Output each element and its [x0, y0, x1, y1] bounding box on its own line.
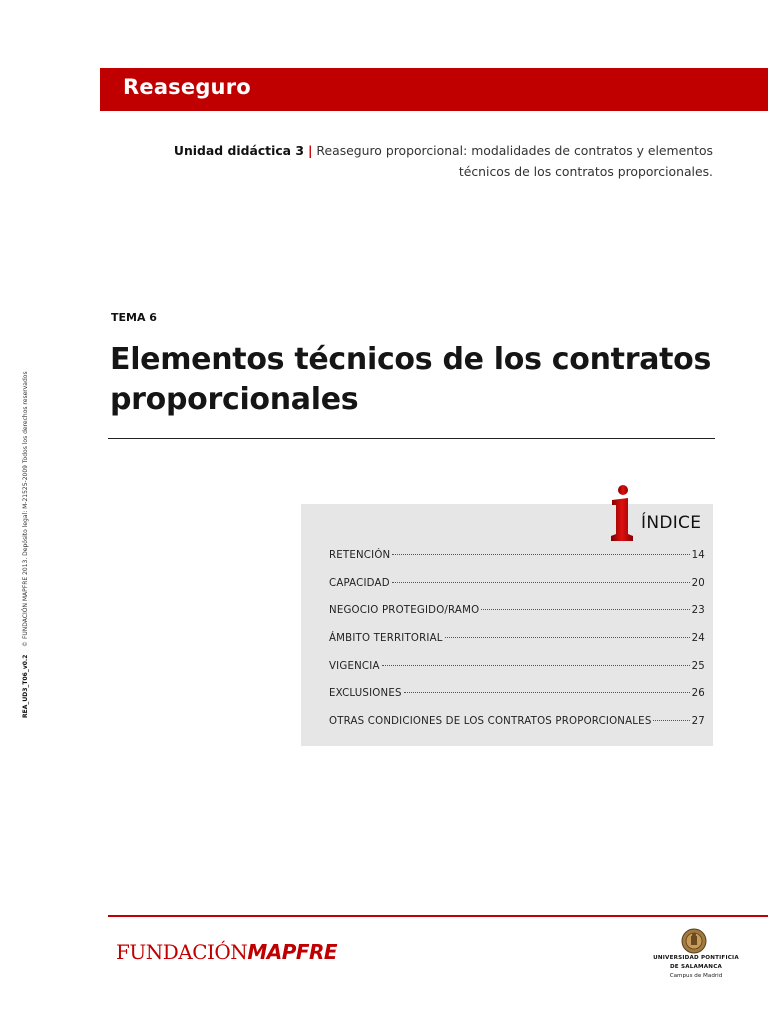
university-name-line-1: UNIVERSIDAD PONTIFICIA	[653, 955, 739, 961]
toc-leader-dots	[445, 637, 690, 638]
side-legal-note	[22, 371, 29, 718]
document-code: REA_UD3_T06_v0.2	[22, 654, 29, 718]
logo-mapfre-text: MAPFRE	[247, 940, 338, 964]
copyright-text: © FUNDACIÓN MAPFRE 2013. Depósito legal: M-21525-2009 Todos los derechos reservados	[22, 371, 29, 647]
toc-page-number: 26	[691, 688, 705, 700]
toc-entry-label: ÁMBITO TERRITORIAL	[329, 633, 443, 645]
toc-entry-label: VIGENCIA	[329, 660, 380, 672]
university-logo	[648, 926, 744, 984]
subtitle-separator: |	[307, 143, 313, 158]
table-of-contents	[329, 550, 705, 744]
toc-entry-capacidad[interactable]	[329, 578, 705, 606]
toc-page-number: 20	[691, 577, 705, 589]
toc-page-number: 24	[691, 633, 705, 645]
toc-entry-label: EXCLUSIONES	[329, 688, 402, 700]
index-heading: ÍNDICE	[641, 513, 702, 533]
toc-entry-retencion[interactable]	[329, 550, 705, 578]
toc-leader-dots	[382, 665, 690, 666]
page-title	[110, 340, 720, 420]
university-campus: Campus de Madrid	[669, 973, 723, 979]
header-band	[100, 68, 768, 111]
unit-description-line-2: técnicos de los contratos proporcionales.	[458, 164, 713, 179]
toc-entry-label: RETENCIÓN	[329, 550, 391, 561]
unit-subtitle	[120, 140, 713, 182]
university-name-line-2: DE SALAMANCA	[669, 964, 723, 970]
toc-entry-otras-condiciones[interactable]	[329, 716, 705, 744]
toc-entry-vigencia[interactable]	[329, 661, 705, 689]
toc-entry-label: OTRAS CONDICIONES DE LOS CONTRATOS PROPORCIONALES	[329, 716, 652, 728]
toc-page-number: 27	[691, 716, 705, 728]
university-seal-icon	[681, 928, 707, 954]
unit-label: Unidad didáctica 3	[173, 143, 304, 158]
title-divider	[108, 438, 715, 439]
toc-entry-exclusiones[interactable]	[329, 688, 705, 716]
toc-entry-label: NEGOCIO PROTEGIDO/RAMO	[329, 605, 480, 617]
page-title-line-2: proporcionales	[110, 382, 359, 417]
toc-entry-ambito-territorial[interactable]	[329, 633, 705, 661]
toc-entry-negocio-protegido[interactable]	[329, 605, 705, 633]
footer-divider	[108, 915, 768, 917]
toc-leader-dots	[392, 582, 690, 583]
page-title-line-1: Elementos técnicos de los contratos	[110, 342, 712, 377]
unit-description-line-1: Reaseguro proporcional: modalidades de contratos y elementos	[316, 143, 713, 158]
toc-page-number: 25	[691, 660, 705, 672]
fundacion-mapfre-logo	[116, 940, 337, 964]
course-title: Reaseguro	[123, 75, 251, 99]
toc-leader-dots	[404, 692, 690, 693]
logo-fundacion-text: FUNDACIÓN	[116, 940, 248, 964]
toc-leader-dots	[392, 554, 689, 555]
tema-label: TEMA 6	[111, 311, 157, 324]
toc-leader-dots	[481, 609, 689, 610]
toc-entry-label: CAPACIDAD	[329, 577, 390, 589]
toc-leader-dots	[653, 720, 689, 721]
info-i-icon	[606, 484, 636, 544]
toc-page-number: 14	[691, 550, 705, 561]
subtitle-line-1	[120, 140, 713, 161]
toc-page-number: 23	[691, 605, 705, 617]
